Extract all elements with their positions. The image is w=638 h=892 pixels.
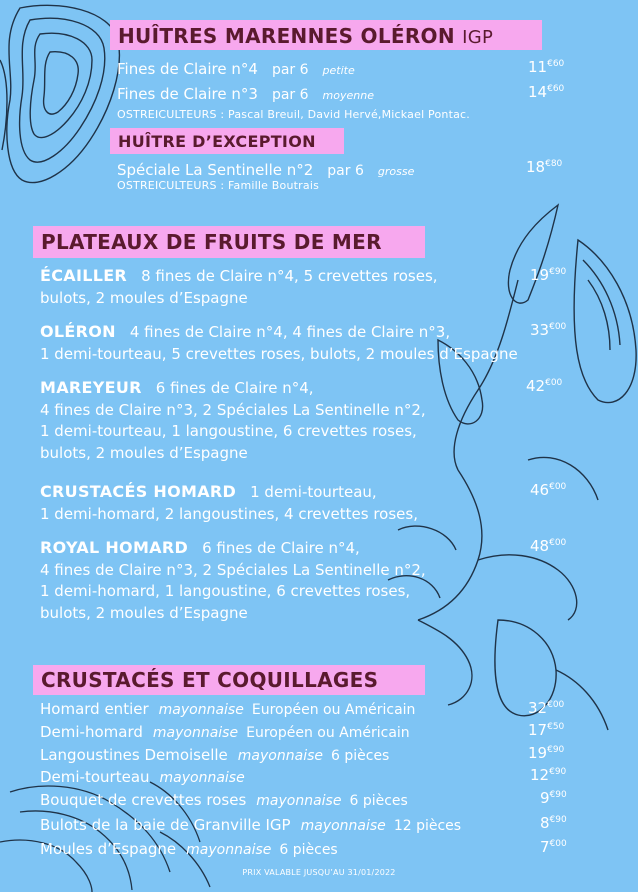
price-main: 17 [528,721,548,739]
crustaces-section-title [33,665,425,695]
item-price [526,158,562,176]
price-cents: €00 [549,482,567,492]
item-name: Langoustines Demoiselle [40,746,228,764]
item-name: Fines de Claire n°4 [117,60,258,78]
item-sauce: mayonnaise [152,725,239,741]
plateau-line: 6 fines de Claire n°4, [155,379,314,397]
item-name: Bouquet de crevettes roses [40,791,247,809]
item-sauce: mayonnaise [186,842,272,858]
plateau-name: CRUSTACÉS HOMARD [40,482,237,501]
plateau-line: 4 fines de Claire n°3, 2 Spéciales La Sentinelle n°2, [40,400,426,419]
plateau-line: 1 demi-homard, 2 langoustines, 4 crevettes roses, [40,504,418,523]
plateaux-title-text: PLATEAUX DE FRUITS DE MER [41,230,382,254]
plateau-price [530,481,566,499]
price-cents: €90 [547,745,565,755]
price-cents: €90 [549,815,567,825]
item-name: Demi-homard [40,723,143,741]
price-main: 32 [528,699,548,717]
item-size: grosse [377,165,415,178]
price-main: 46 [530,481,550,499]
item-size: moyenne [322,89,374,102]
plateau-item [40,265,580,309]
item-name: Demi-tourteau [40,768,150,786]
plateau-item [40,377,580,464]
plateau-line: 1 demi-tourteau, 5 crevettes roses, bulots, 2 moules d’Espagne [40,344,518,363]
crustaces-title-text: CRUSTACÉS ET COQUILLAGES [41,668,379,692]
plateau-line: 1 demi-tourteau, [250,483,377,501]
item-extra: 12 pièces [393,818,462,834]
plateau-price [530,537,566,555]
item-extra: 6 pièces [349,793,408,809]
price-cents: €00 [549,538,567,548]
exception-section-title [110,128,344,154]
item-name: Fines de Claire n°3 [117,85,258,103]
exception-producers: OSTREICULTEURS : Famille Boutrais [117,179,320,192]
item-unit: par 6 [327,163,364,179]
plateaux-section-title [33,226,425,258]
item-price [528,699,564,717]
plateau-line: 1 demi-tourteau, 1 langoustine, 6 crevettes roses, [40,422,417,440]
price-main: 7 [540,838,550,856]
item-price [530,766,566,784]
item-name: Moules d’Espagne [40,840,177,858]
plateau-line: 6 fines de Claire n°4, [202,539,360,557]
price-main: 33 [530,321,550,339]
plateau-line: bulots, 2 moules d’Espagne [40,443,248,462]
price-main: 11 [528,58,548,76]
price-cents: €00 [549,839,567,849]
price-cents: €00 [549,322,567,332]
item-sauce: mayonnaise [158,702,244,718]
item-name: Spéciale La Sentinelle n°2 [117,161,314,179]
item-price [540,814,567,832]
price-cents: €90 [549,790,567,800]
item-sauce: mayonnaise [300,818,386,834]
item-unit: par 6 [271,87,309,103]
price-main: 8 [540,814,550,832]
plateau-line: 8 fines de Claire n°4, 5 crevettes roses, [141,267,438,285]
exception-title-text: HUÎTRE D’EXCEPTION [118,132,316,151]
plateau-item [40,481,580,525]
price-cents: €00 [545,378,563,388]
item-price [540,838,567,856]
crustace-item [40,746,389,764]
price-main: 19 [530,266,550,284]
price-cents: €60 [547,59,565,69]
item-price [528,721,564,739]
price-cents: €50 [547,722,565,732]
plateau-line: 4 fines de Claire n°3, 2 Spéciales La Sentinelle n°2, [40,560,426,579]
price-cents: €90 [549,767,567,777]
crustace-item [40,700,415,718]
price-cents: €90 [549,267,567,277]
price-main: 48 [530,537,550,555]
oysters-producers: OSTREICULTEURS : Pascal Breuil, David Hervé,Mickael Pontac. [117,108,470,121]
plateau-price [530,266,566,284]
price-cents: €80 [545,159,563,169]
price-main: 14 [528,83,548,101]
item-extra: Européen ou Américain [246,725,410,741]
item-sauce: mayonnaise [256,793,342,809]
oysters-section-title [110,20,542,50]
plateau-name: ROYAL HOMARD [40,538,189,557]
item-price [540,789,567,807]
plateau-line: bulots, 2 moules d’Espagne [40,603,248,622]
oyster-item [117,60,355,78]
crustace-item [40,791,408,809]
item-extra: 6 pièces [331,748,390,764]
plateau-line: bulots, 2 moules d’Espagne [40,288,248,307]
crustace-item [40,816,461,834]
crustace-item [40,768,245,786]
crustace-item [40,840,338,858]
plateau-name: ÉCAILLER [40,266,128,285]
item-price [528,58,564,76]
oysters-title-text: HUÎTRES MARENNES OLÉRON [118,24,455,48]
price-validity-note: PRIX VALABLE JUSQU’AU 31/01/2022 [242,868,396,877]
plateau-item [40,537,580,624]
price-main: 12 [530,766,550,784]
price-main: 9 [540,789,550,807]
price-cents: €60 [547,84,565,94]
item-name: Homard entier [40,700,149,718]
plateau-line: 1 demi-homard, 1 langoustine, 6 crevettes roses, [40,582,411,600]
price-main: 19 [528,744,548,762]
plateau-name: MAREYEUR [40,378,142,397]
price-main: 18 [526,158,546,176]
item-extra: 6 pièces [279,842,338,858]
item-sauce: mayonnaise [159,770,245,786]
item-name: Bulots de la baie de Granville IGP [40,816,291,834]
item-price [528,83,564,101]
item-unit: par 6 [271,62,309,78]
price-cents: €00 [547,700,565,710]
plateau-price [526,377,562,395]
crustace-item [40,723,410,741]
item-size: petite [322,64,355,77]
oysters-title-suffix: IGP [462,27,494,48]
plateau-line: 4 fines de Claire n°4, 4 fines de Claire n°3, [129,323,451,341]
price-main: 42 [526,377,546,395]
item-sauce: mayonnaise [237,748,323,764]
plateau-price [530,321,566,339]
plateau-name: OLÉRON [40,322,116,341]
item-extra: Européen ou Américain [251,702,416,718]
oyster-item [117,85,374,103]
item-price [528,744,564,762]
exception-item [117,161,414,179]
plateau-item [40,321,580,365]
